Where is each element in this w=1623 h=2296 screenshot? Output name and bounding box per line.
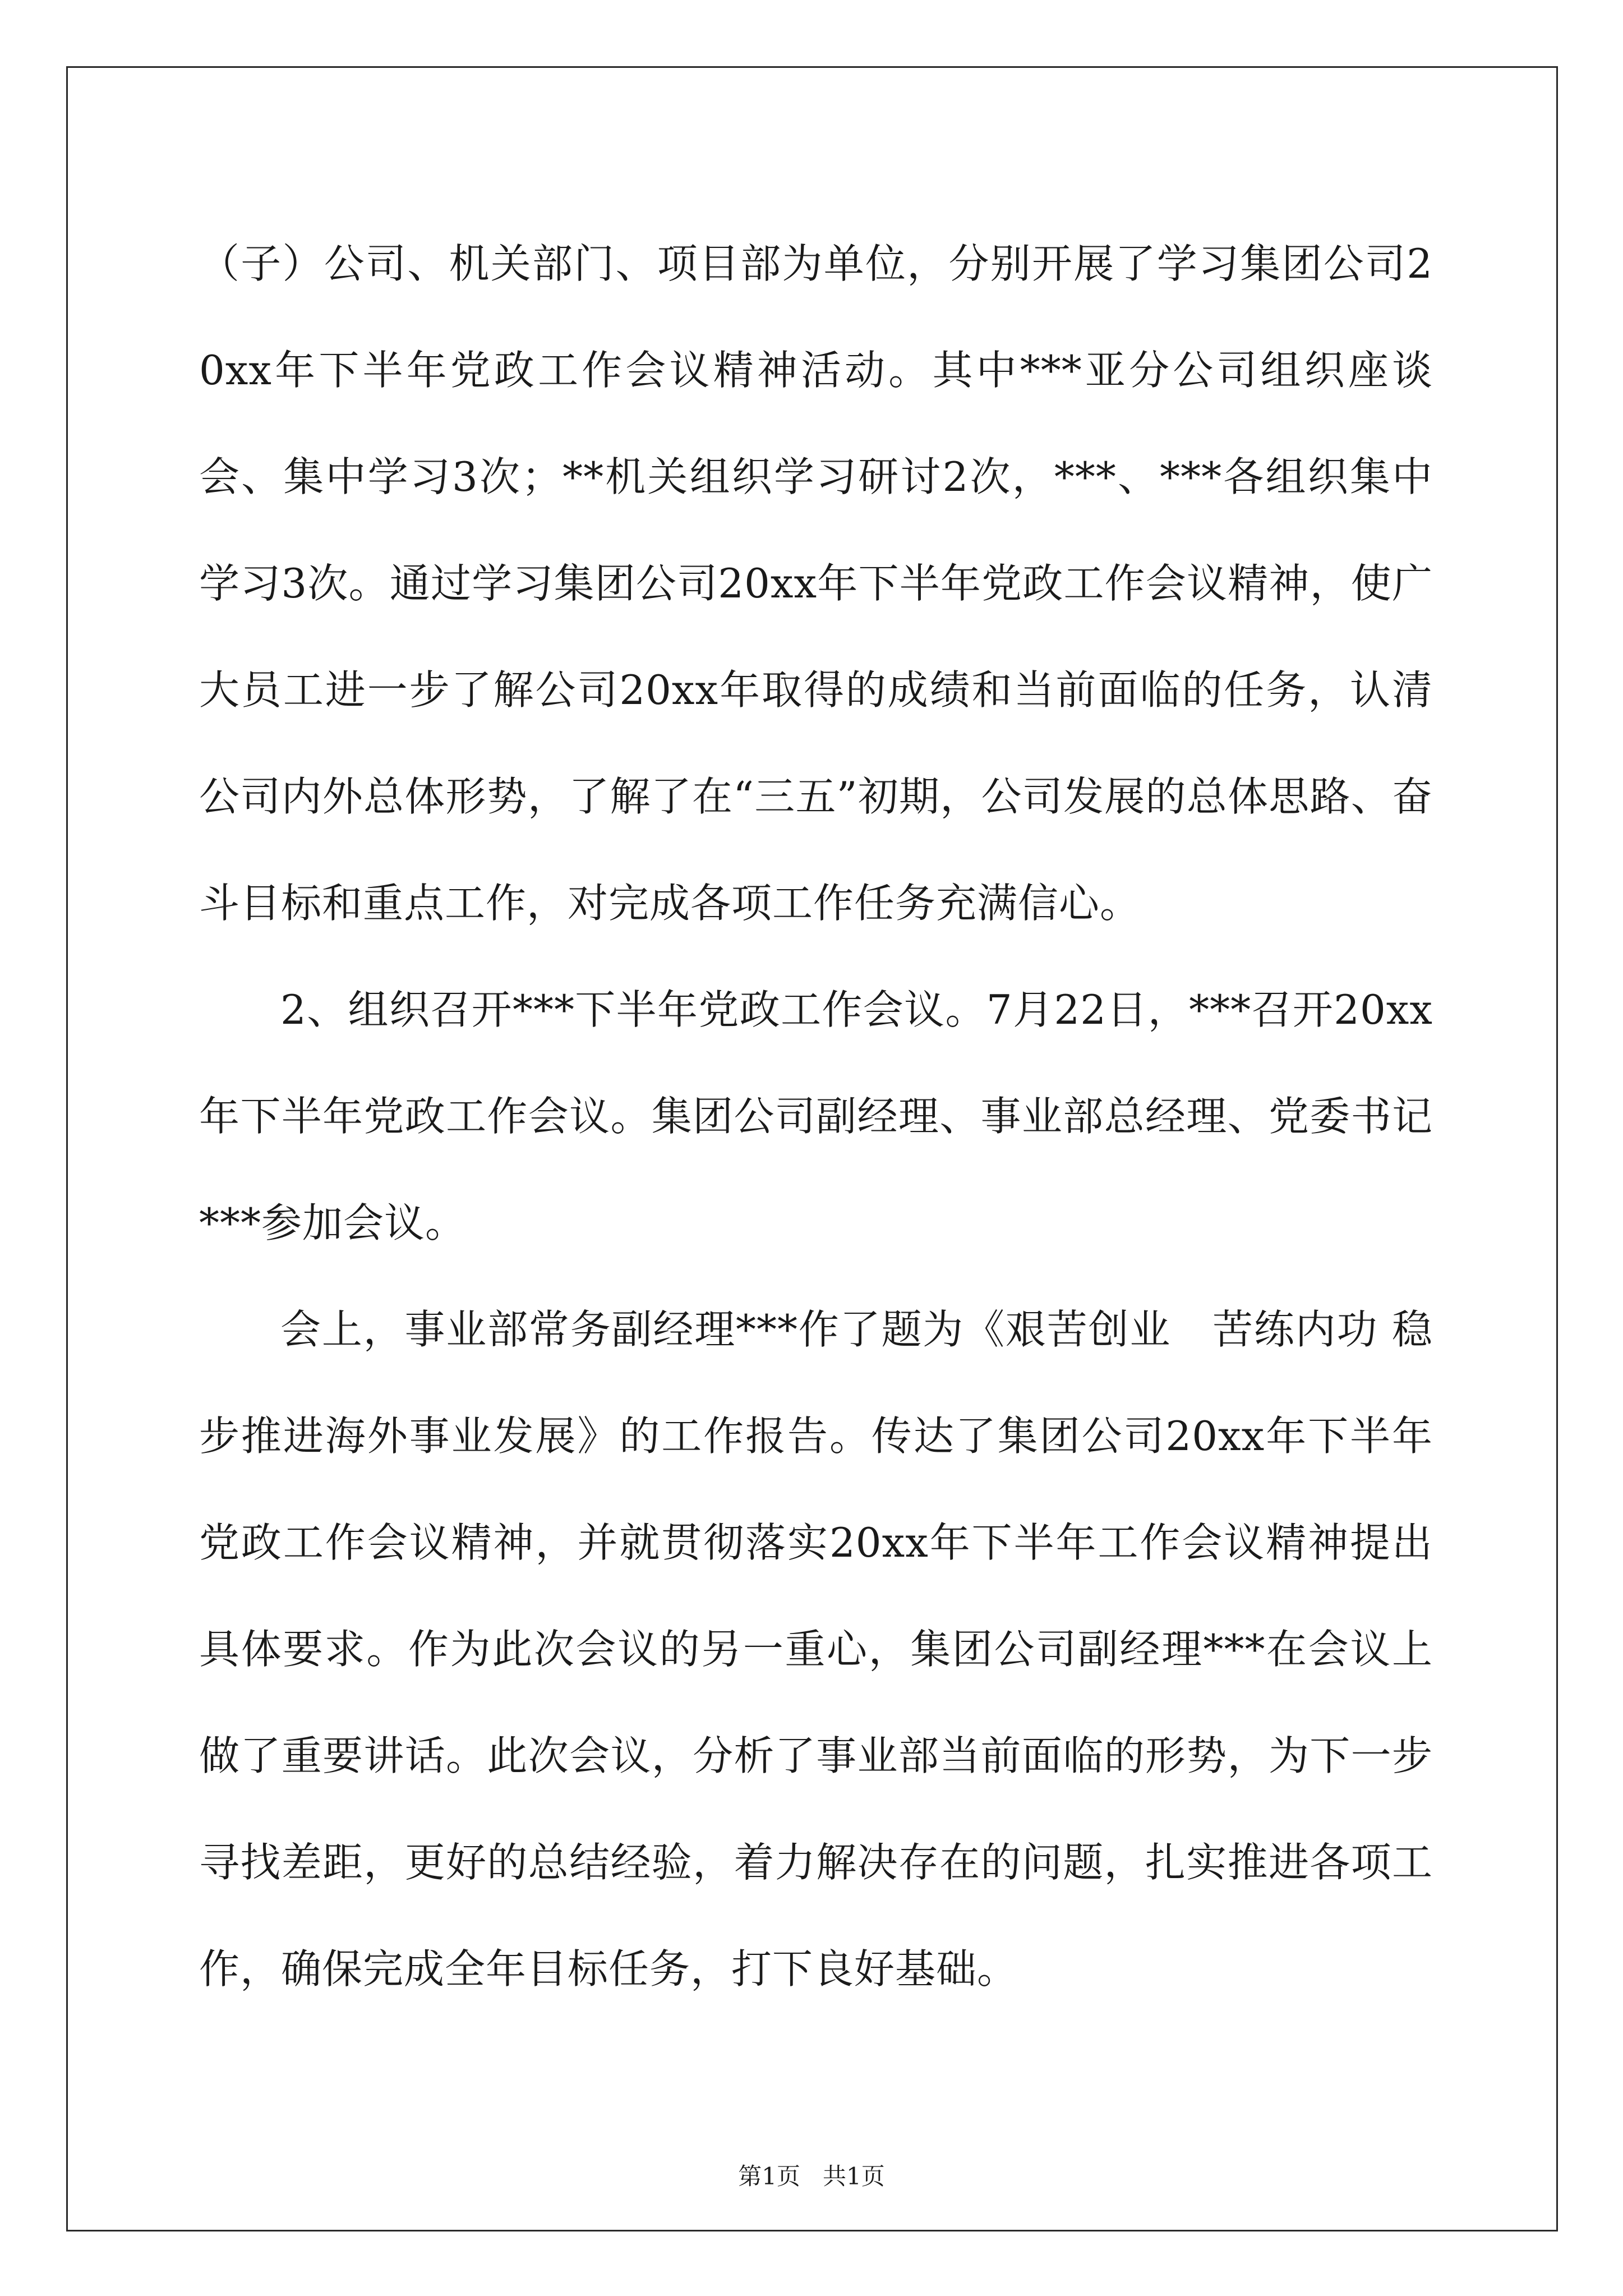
paragraph-1: （子）公司、机关部门、项目部为单位，分别开展了学习集团公司20xx年下半年党政工作会议精神活动。其中***亚分公司组织座谈会、集中学习3次；**机关组织学习研讨2次，***、***各组织集中学习3次。通过学习集团公司20xx年下半年党政工作会议精神，使广大员工进一步了解公司20xx年取得的成绩和当前面临的任务，认清公司内外总体形势，了解了在“三五”初期，公司发展的总体思路、奋斗目标和重点工作，对完成各项工作任务充满信心。 xyxy=(199,240,1433,927)
page-number-current: 第1页 xyxy=(738,2162,800,2190)
paragraph-2: 2、组织召开***下半年党政工作会议。7月22日，***召开20xx年下半年党政工作会议。集团公司副经理、事业部总经理、党委书记***参加会议。 xyxy=(199,986,1433,1246)
paragraph-3: 会上，事业部常务副经理***作了题为《艰苦创业 苦练内功 稳步推进海外事业发展》的工作报告。传达了集团公司20xx年下半年党政工作会议精神，并就贯彻落实20xx年下半年工作会议精神提出具体要求。作为此次会议的另一重心，集团公司副经理***在会议上做了重要讲话。此次会议，分析了事业部当前面临的形势，为下一步寻找差距，更好的总结经验，着力解决存在的问题，扎实推进各项工作，确保完成全年目标任务，打下良好基础。 xyxy=(199,1306,1433,1993)
page-footer xyxy=(0,2160,1623,2193)
page-number-total: 共1页 xyxy=(823,2162,885,2190)
document-body xyxy=(199,210,1433,2022)
